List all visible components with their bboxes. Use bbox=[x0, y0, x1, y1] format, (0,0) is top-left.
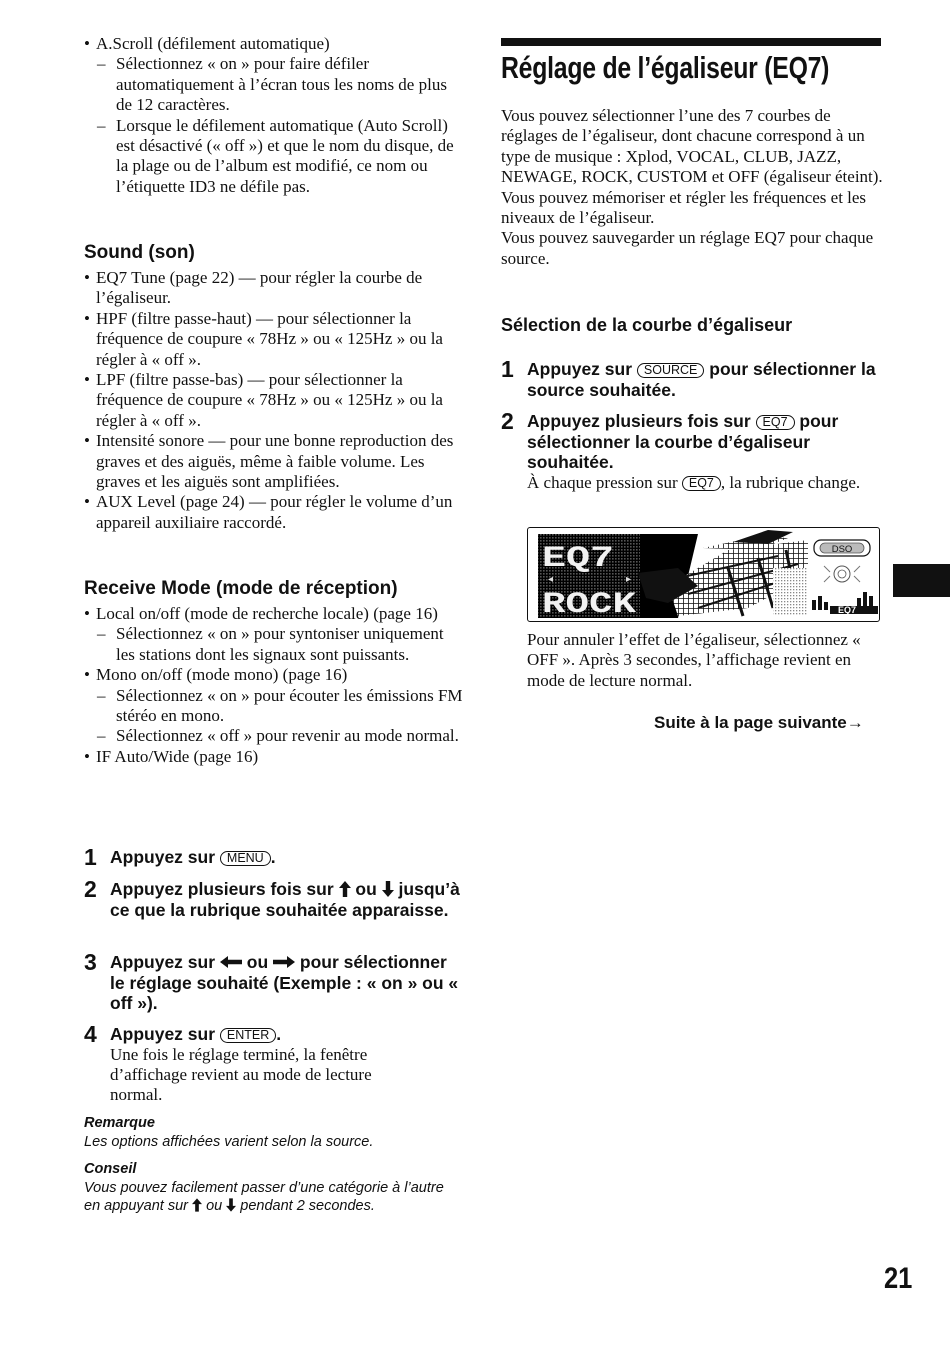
conseil-heading: Conseil bbox=[84, 1161, 137, 1177]
receive-list bbox=[84, 604, 464, 767]
step-2: 2 Appuyez plusieurs fois sur ou jusqu’à ce que la rubrique souhaitée apparaisse. bbox=[84, 876, 460, 920]
sound-list bbox=[84, 268, 464, 533]
eq7-key: EQ7 bbox=[682, 476, 721, 491]
step-number: 4 bbox=[84, 1021, 97, 1047]
down-arrow-icon bbox=[226, 1198, 236, 1212]
eq-step-2: 2 Appuyez plusieurs fois sur EQ7 pour sélectionner la courbe d’égaliseur souhaitée. À chaque pression sur EQ7 , la rubrique change. bbox=[501, 411, 881, 493]
menu-key: MENU bbox=[220, 851, 271, 866]
display-line-2: ROCK bbox=[542, 588, 636, 621]
up-arrow-icon bbox=[192, 1198, 202, 1212]
right-arrow-icon bbox=[273, 956, 295, 968]
list-item: • Local on/off (mode de recherche locale) (page 16) bbox=[84, 604, 438, 623]
sound-heading: Sound (son) bbox=[84, 242, 195, 263]
up-arrow-icon bbox=[339, 881, 351, 897]
list-item: • IF Auto/Wide (page 16) bbox=[84, 746, 259, 766]
eq7-key: EQ7 bbox=[756, 415, 795, 430]
step-number: 1 bbox=[84, 844, 97, 870]
ascroll-section bbox=[84, 34, 462, 197]
section-tab bbox=[893, 564, 950, 597]
dso-badge: DSO bbox=[831, 544, 853, 555]
cancel-eq-text: Pour annuler l’effet de l’égaliseur, sélectionnez « OFF ». Après 3 secondes, l’affichage revient en mode de lecture normal. bbox=[527, 630, 861, 690]
list-subitem: – Sélectionnez « on » pour syntoniser uniquement les stations dont les signaux sont puissants. bbox=[97, 624, 444, 664]
step-4: 4 Appuyez sur ENTER . Une fois le réglage terminé, la fenêtre d’affichage revient au mode de lecture normal. bbox=[84, 1024, 464, 1106]
step-4-description: Une fois le réglage terminé, la fenêtre d’affichage revient au mode de lecture normal. bbox=[110, 1044, 372, 1105]
source-key: SOURCE bbox=[637, 363, 704, 378]
eq-display-illustration bbox=[527, 527, 880, 622]
intro-text: Vous pouvez sélectionner l’une des 7 courbes de réglages de l’égaliseur, dont chacune correspond à un type de musique : Xplod, VOCAL, CLUB, JAZZ, NEWAGE, ROCK, CUSTOM et OFF (égaliseur éteint). Vous pouvez mémoriser et régler les fréquences et les niveaux de l’égaliseur. Vous pouvez sauvegarder un réglage EQ7 pour chaque source. bbox=[501, 106, 883, 268]
list-item: • A.Scroll (défilement automatique) bbox=[84, 34, 330, 53]
eq-step-2-description: À chaque pression sur EQ7 , la rubrique change. bbox=[527, 472, 861, 492]
display-artwork bbox=[528, 528, 879, 621]
step-3: 3 Appuyez sur ou pour sélectionner le réglage souhaité (Exemple : « on » ou « off »). bbox=[84, 949, 459, 1014]
list-subitem: – Sélectionnez « off » pour revenir au mode normal. bbox=[97, 726, 459, 746]
list-subitem: – Sélectionnez « on » pour écouter les émissions FM stéréo en mono. bbox=[97, 685, 463, 726]
step-number: 1 bbox=[501, 356, 514, 382]
list-item: • LPF (filtre passe-bas) — pour sélectionner la fréquence de coupure « 78Hz » ou « 125Hz » ou la régler à « off ». bbox=[84, 370, 443, 430]
eq-selection-heading: Sélection de la courbe d’égaliseur bbox=[501, 315, 793, 335]
list-item: • EQ7 Tune (page 22) — pour régler la courbe de l’égaliseur. bbox=[84, 268, 423, 308]
eq-step-1: 1 Appuyez sur SOURCE pour sélectionner la source souhaitée. bbox=[501, 356, 876, 400]
conseil-text: Vous pouvez facilement passer d’une catégorie à l’autre en appuyant sur ou pendant 2 secondes. bbox=[84, 1180, 444, 1214]
list-subitem: – Sélectionnez « on » pour faire défiler automatiquement à l’écran tous les noms de plus de 12 caractères. bbox=[97, 54, 447, 115]
step-number: 2 bbox=[84, 876, 97, 902]
list-item: • HPF (filtre passe-haut) — pour sélectionner la fréquence de coupure « 78Hz » ou « 125Hz » ou la régler à « off ». bbox=[84, 308, 443, 369]
list-item: • Intensité sonore — pour une bonne reproduction des graves et des aiguës, même à faible volume. Les graves et les aiguës sont amplifiées. bbox=[84, 431, 454, 492]
receive-heading: Receive Mode (mode de réception) bbox=[84, 578, 398, 599]
display-right-indicator: ▸ bbox=[626, 574, 632, 585]
list-item: • Mono on/off (mode mono) (page 16) bbox=[84, 665, 348, 685]
title-rule bbox=[501, 38, 881, 46]
eq7-indicator: EQ7 bbox=[838, 605, 857, 615]
display-line-1: EQ7 bbox=[542, 542, 614, 576]
down-arrow-icon bbox=[382, 881, 394, 897]
continue-link: Suite à la page suivante→ bbox=[654, 713, 864, 732]
page-title: Réglage de l’égaliseur (EQ7) bbox=[501, 50, 830, 85]
arrow-right-icon: → bbox=[846, 713, 864, 732]
step-number: 3 bbox=[84, 949, 97, 975]
list-item: • AUX Level (page 24) — pour régler le volume d’un appareil auxiliaire raccordé. bbox=[84, 492, 453, 532]
enter-key: ENTER bbox=[220, 1028, 276, 1043]
list-subitem: – Lorsque le défilement automatique (Auto Scroll) est désactivé (« off ») et que le nom du disque, de la plage ou de l’album est modifié, ce nom ou l’étiquette ID3 ne défile pas. bbox=[97, 115, 454, 196]
step-number: 2 bbox=[501, 408, 514, 434]
step-1: 1 Appuyez sur MENU . bbox=[84, 844, 276, 870]
remarque-heading: Remarque bbox=[84, 1115, 155, 1131]
display-left-indicator: ◂ bbox=[548, 574, 554, 585]
remarque-text: Les options affichées varient selon la source. bbox=[84, 1134, 374, 1150]
page-number: 21 bbox=[884, 1262, 913, 1295]
left-arrow-icon bbox=[220, 956, 242, 968]
